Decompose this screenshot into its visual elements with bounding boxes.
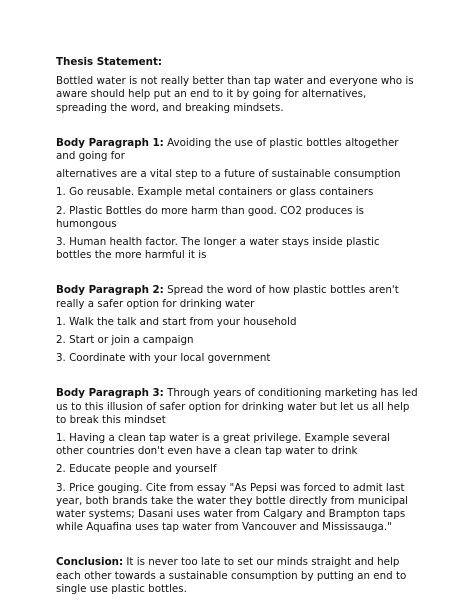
body-paragraph-1-intro-continued: alternatives are a vital step to a future of sustainable consumption	[56, 168, 401, 181]
body-paragraph-2-point: 2. Start or join a campaign	[56, 334, 194, 347]
body-paragraph-1-label: Body Paragraph 1:	[56, 136, 164, 149]
conclusion-label: Conclusion:	[56, 556, 124, 569]
body-paragraph-2-intro	[56, 284, 418, 310]
body-paragraph-1-point: 3. Human health factor. The longer a water stays inside plastic bottles the more harmful it is	[56, 236, 380, 262]
body-paragraph-2-intro-text: Spread the word of how plastic bottles aren't really a safer option for drinking water	[56, 284, 399, 310]
body-paragraph-1-point: 1. Go reusable. Example metal containers or glass containers	[56, 186, 374, 199]
body-paragraph-1-intro	[56, 137, 418, 163]
body-paragraph-3-point: 2. Educate people and yourself	[56, 463, 217, 476]
body-paragraph-1-point: 2. Plastic Bottles do more harm than good. CO2 produces is humongous	[56, 204, 364, 230]
body-paragraph-1-intro-text: Avoiding the use of plastic bottles altogether and going for	[56, 136, 399, 163]
body-paragraph-3-point: 1. Having a clean tap water is a great privilege. Example several other countries don't even have a clean tap water to drink	[56, 432, 391, 458]
conclusion-text: It is never too late to set our minds straight and help each other towards a sustainable consumption by putting an end to single use plastic bottles.	[56, 556, 407, 595]
body-paragraph-3-point: 3. Price gouging. Cite from essay "As Pepsi was forced to admit last year, both brands take the water they bottle directly from municipal water systems; Dasani uses water from Calgary and Brampton taps while Aquafina uses tap water from Vancouver and Mississauga."	[56, 481, 409, 534]
body-paragraph-2-point: 1. Walk the talk and start from your household	[56, 315, 297, 328]
thesis-text: Bottled water is not really better than tap water and everyone who is aware should help put an end to it by going for alternatives, spreading the word, and breaking mindsets.	[56, 75, 414, 114]
conclusion-paragraph	[56, 556, 418, 596]
document-page	[56, 56, 418, 596]
body-paragraph-3-intro-text: Through years of conditioning marketing has led us to this illusion of safer option for drinking water but let us all help to break this mindset	[56, 387, 418, 426]
body-paragraph-3-intro	[56, 387, 418, 427]
body-paragraph-2-label: Body Paragraph 2:	[56, 284, 164, 297]
body-paragraph-3-label: Body Paragraph 3:	[56, 387, 164, 400]
body-paragraph-2-point: 3. Coordinate with your local government	[56, 352, 271, 365]
thesis-heading: Thesis Statement:	[56, 56, 162, 68]
